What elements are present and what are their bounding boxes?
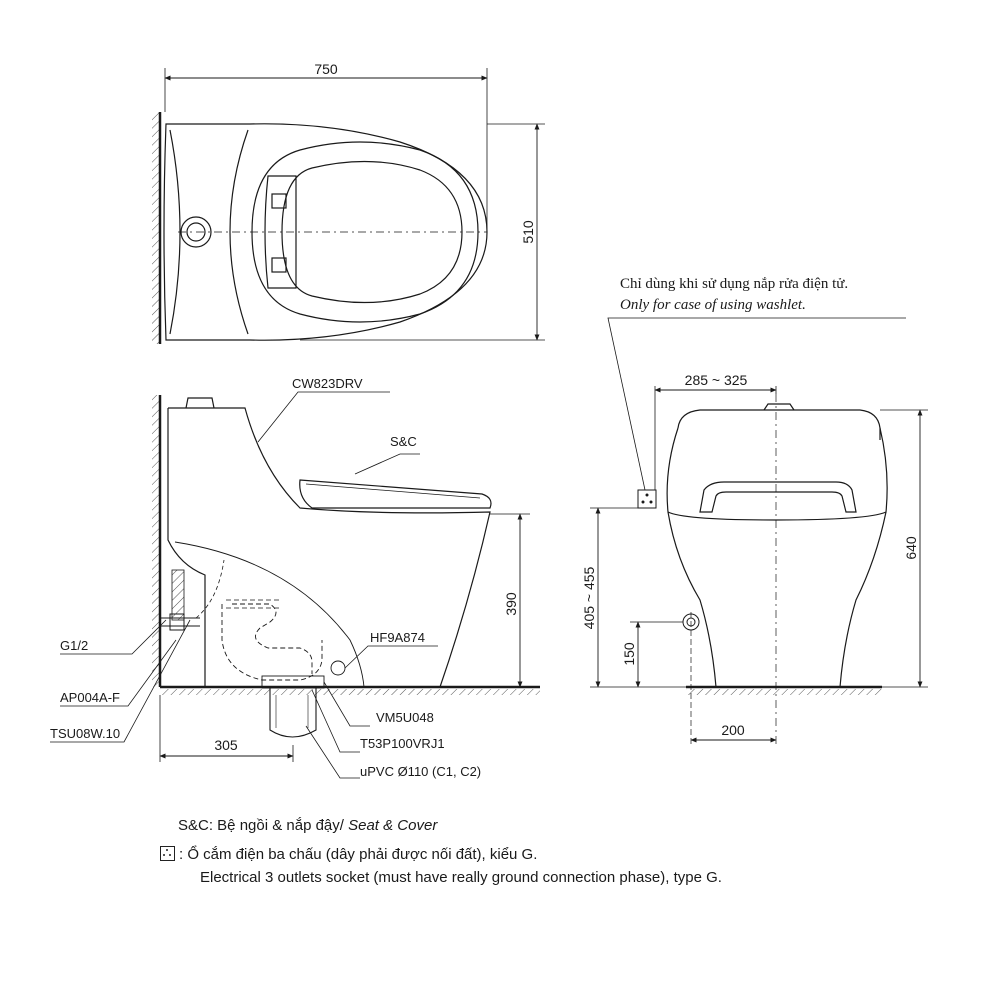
legend-sc-text: S&C: Bệ ngồi & nắp đậy/ [178, 817, 349, 834]
label-supply-hose: TSU08W.10 [50, 726, 121, 741]
washlet-note-en: Only for case of using washlet. [620, 297, 806, 313]
front-view [590, 318, 928, 745]
three-pin-socket-icon [160, 846, 175, 861]
supply-offset-dim: 200 [721, 722, 745, 738]
side-view [50, 392, 540, 778]
washlet-note-vi: Chỉ dùng khi sử dụng nắp rửa điện tử. [620, 276, 849, 292]
legend-socket-vi: : Ổ cắm điện ba chấu (dây phải được nối đất), kiểu G. [179, 846, 538, 863]
socket-height-dim: 405 ~ 455 [581, 566, 597, 630]
label-angle-valve: AP004A-F [60, 690, 120, 705]
label-seat-cover: S&C [390, 434, 417, 449]
label-body-model: CW823DRV [292, 376, 363, 391]
top-depth-dim: 510 [520, 220, 536, 244]
rough-in-dim: 305 [214, 737, 238, 753]
front-width-dim: 285 ~ 325 [684, 372, 748, 388]
seat-height-dim: 390 [503, 592, 519, 616]
legend-socket-en: Electrical 3 outlets socket (must have really ground connection phase), type G. [200, 869, 722, 886]
legend-seat-cover [178, 817, 437, 834]
legend-socket [160, 846, 537, 863]
label-drain-pipe: uPVC Ø110 (C1, C2) [360, 764, 482, 779]
top-view [152, 68, 545, 344]
front-height-dim: 640 [903, 536, 919, 560]
legend-sc-text-en: Seat & Cover [348, 817, 438, 834]
supply-height-dim: 150 [621, 642, 637, 666]
label-gasket: HF9A874 [370, 630, 425, 645]
label-supply: G1/2 [60, 638, 89, 653]
top-width-dim: 750 [314, 61, 338, 77]
label-flange: VM5U048 [376, 710, 434, 725]
label-trap: T53P100VRJ1 [360, 736, 445, 751]
